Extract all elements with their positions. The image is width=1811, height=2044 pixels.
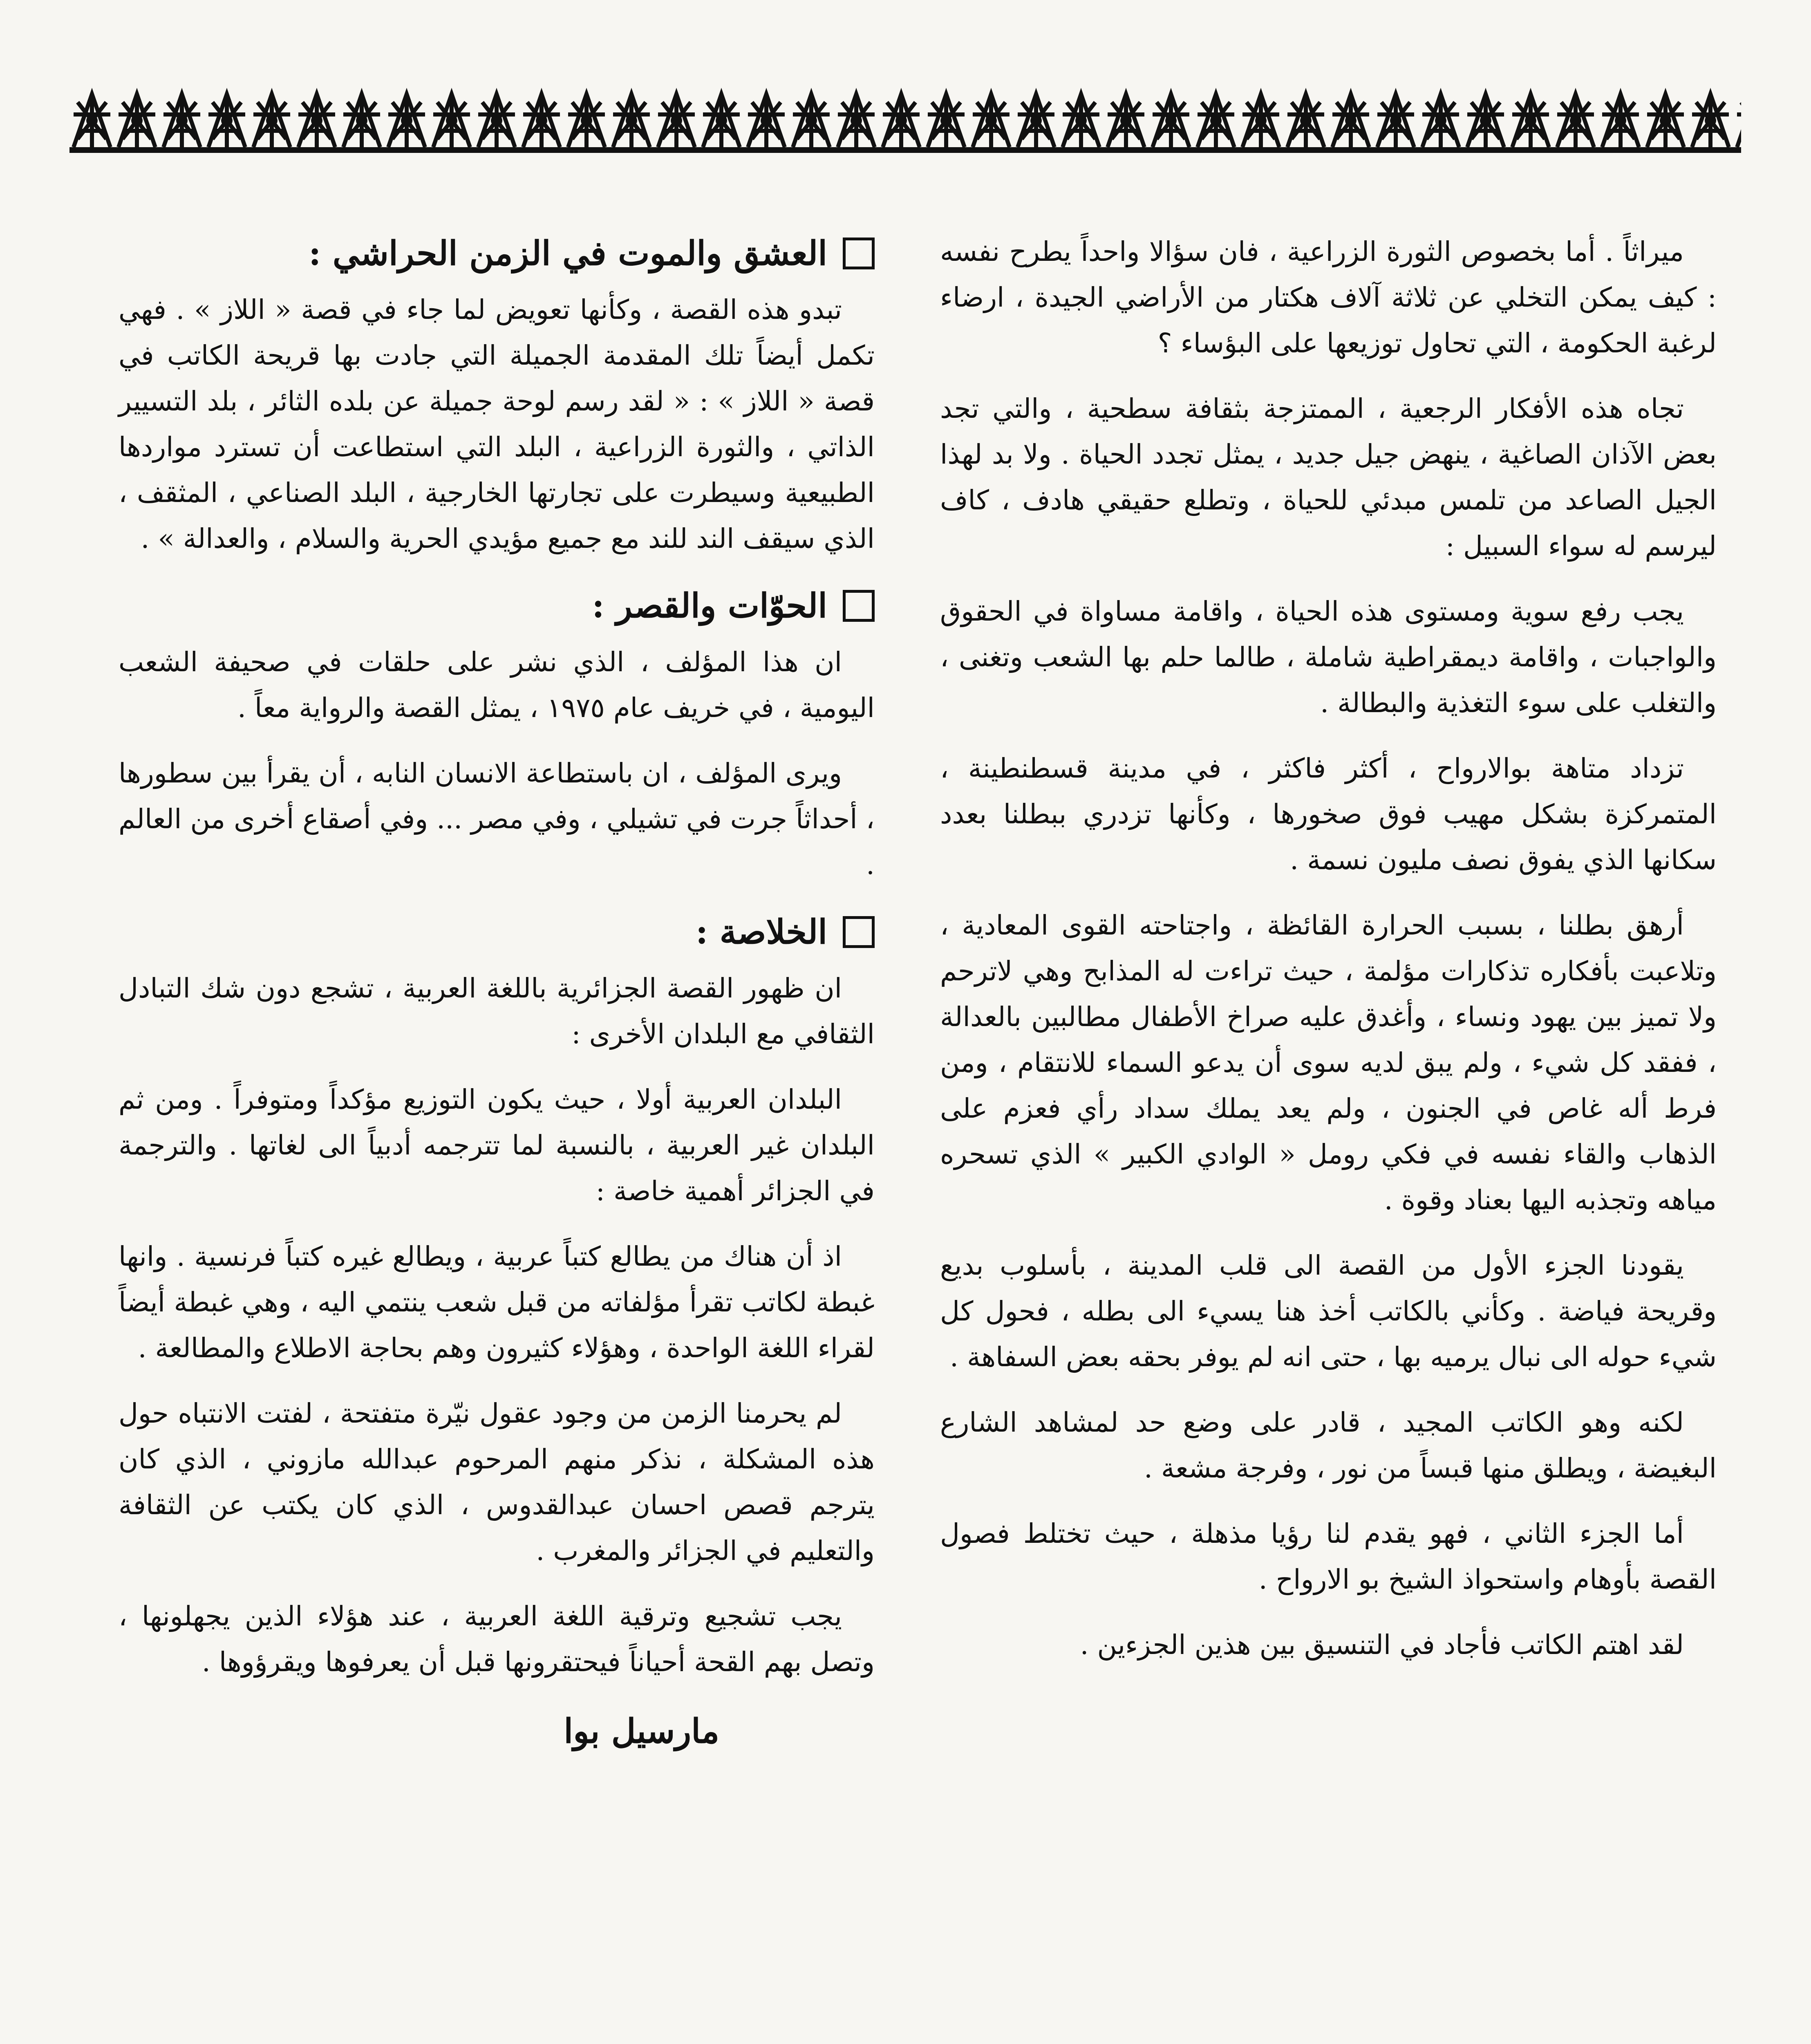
paragraph: ان هذا المؤلف ، الذي نشر على حلقات في صحيفة الشعب اليومية ، في خريف عام ١٩٧٥ ، يمثل القصة والرواية معاً . bbox=[119, 646, 875, 724]
left-column bbox=[119, 229, 875, 1758]
paragraph: لم يحرمنا الزمن من وجود عقول نيّرة متفتحة ، لفتت الانتباه حول هذه المشكلة ، نذكر منهم المرحوم عبدالله مازوني ، الذي كان يترجم قصص احسان عبدالقدوس ، الذي كان يكتب عن الثقافة والتعليم في الجزائر والمغرب . bbox=[119, 1398, 875, 1567]
paragraph: لقد اهتم الكاتب فأجاد في التنسيق بين هذين الجزءين . bbox=[1080, 1629, 1684, 1661]
paragraph: يجب تشجيع وترقية اللغة العربية ، عند هؤلاء الذين يجهلونها ، وتصل بهم القحة أحياناً فيحتقرونها قبل أن يعرفوها ويقرؤوها . bbox=[119, 1600, 875, 1678]
paragraph: البلدان العربية أولا ، حيث يكون التوزيع مؤكداً ومتوفراً . ومن ثم البلدان غير العربية ، بالنسبة لما تترجمه أدبياً الى لغاتها . والترجمة في الجزائر أهمية خاصة : bbox=[119, 1084, 875, 1207]
square-bullet-icon bbox=[843, 238, 875, 269]
section-heading bbox=[119, 229, 875, 278]
paragraph: تبدو هذه القصة ، وكأنها تعويض لما جاء في قصة « اللاز » . فهي تكمل أيضاً تلك المقدمة الجميلة التي جادت بها قريحة الكاتب في قصة « اللاز » : « لقد رسم لوحة جميلة عن بلده الثائر ، بلد التسيير الذاتي ، والثورة الزراعية ، البلد التي استطاعت أن تسترد مواردها الطبيعية وسيطرت على تجارتها الخارجية ، البلد الصناعي ، المثقف ، الذي سيقف الند للند مع جميع مؤيدي الحرية والسلام ، والعدالة » . bbox=[119, 294, 875, 554]
paragraph: تزداد متاهة بوالارواح ، أكثر فاكثر ، في مدينة قسطنطينة ، المتمركزة بشكل مهيب فوق صخورها ، وكأنها تزدري ببطلنا بعدد سكانها الذي يفوق نصف مليون نسمة . bbox=[940, 753, 1717, 876]
decorative-border bbox=[69, 86, 1741, 155]
right-column bbox=[940, 229, 1717, 1688]
paragraph: تجاه هذه الأفكار الرجعية ، الممتزجة بثقافة سطحية ، والتي تجد بعض الآذان الصاغية ، ينهض جيل جديد ، يمثل تجدد الحياة . ولا بد لهذا الجيل الصاعد من تلمس مبدئي للحياة ، وتطلع حقيقي هادف ، كاف ليرسم له سواء السبيل : bbox=[940, 393, 1717, 562]
paragraph: ويرى المؤلف ، ان باستطاعة الانسان النابه ، أن يقرأ بين سطورها ، أحداثاً جرت في تشيلي ، وفي مصر ... وفي أصقاع أخرى من العالم . bbox=[119, 758, 875, 881]
paragraph: يقودنا الجزء الأول من القصة الى قلب المدينة ، بأسلوب بديع وقريحة فياضة . وكأني بالكاتب أخذ هنا يسيء الى بطله ، فحول كل شيء حوله الى نبال يرميه بها ، حتى انه لم يوفر بحقه بعض السفاهة . bbox=[940, 1250, 1717, 1373]
paragraph: يجب رفع سوية ومستوى هذه الحياة ، واقامة مساواة في الحقوق والواجبات ، واقامة ديمقراطية شاملة ، طالما حلم بها الشعب وتغنى ، والتغلب على سوء التغذية والبطالة . bbox=[940, 596, 1717, 719]
paragraph: ان ظهور القصة الجزائرية باللغة العربية ، تشجع دون شك التبادل الثقافي مع البلدان الأخرى : bbox=[119, 973, 875, 1050]
section-title: العشق والموت في الزمن الحراشي : bbox=[309, 234, 827, 273]
author-signature: مارسيل بوا bbox=[564, 1712, 719, 1751]
paragraph: لكنه وهو الكاتب المجيد ، قادر على وضع حد لمشاهد الشارع البغيضة ، ويطلق منها قبساً من نور ، وفرجة مشعة . bbox=[940, 1407, 1717, 1484]
square-bullet-icon bbox=[843, 590, 875, 622]
paragraph: اذ أن هناك من يطالع كتباً عربية ، ويطالع غيره كتباً فرنسية . وانها غبطة لكاتب تقرأ مؤلفاته من قبل شعب ينتمي اليه ، وهي غبطة أيضاً لقراء اللغة الواحدة ، وهؤلاء كثيرون وهم بحاجة الاطلاع والمطالعة . bbox=[119, 1241, 875, 1364]
section-title: الخلاصة : bbox=[695, 912, 827, 952]
section-heading bbox=[119, 581, 875, 630]
section-heading bbox=[119, 908, 875, 957]
paragraph: ميراثاً . أما بخصوص الثورة الزراعية ، فان سؤالا واحداً يطرح نفسه : كيف يمكن التخلي عن ثلاثة آلاف هكتار من الأراضي الجيدة ، ارضاء لرغبة الحكومة ، التي تحاول توزيعها على البؤساء ؟ bbox=[940, 236, 1717, 359]
paragraph: أرهق بطلنا ، بسبب الحرارة القائظة ، واجتاحته القوى المعادية ، وتلاعبت بأفكاره تذكارات مؤلمة ، حيث تراءت له المذابح وهي لاترحم ولا تميز بين يهود ونساء ، وأغدق عليه صراخ الأطفال مطالبين بالعدالة ، ففقد كل شيء ، ولم يبق لديه سوى أن يدعو السماء للانتقام ، ومن فرط أله غاص في الجنون ، ولم يعد يملك سداد رأي فعزم على الذهاب والقاء نفسه في فكي رومل « الوادي الكبير » الذي تسحره مياهه وتجذبه اليها بعناد وقوة . bbox=[940, 910, 1717, 1216]
paragraph: أما الجزء الثاني ، فهو يقدم لنا رؤيا مذهلة ، حيث تختلط فصول القصة بأوهام واستحواذ الشيخ بو الارواح . bbox=[940, 1518, 1717, 1595]
section-title: الحوّات والقصر : bbox=[592, 586, 827, 625]
square-bullet-icon bbox=[843, 916, 875, 948]
